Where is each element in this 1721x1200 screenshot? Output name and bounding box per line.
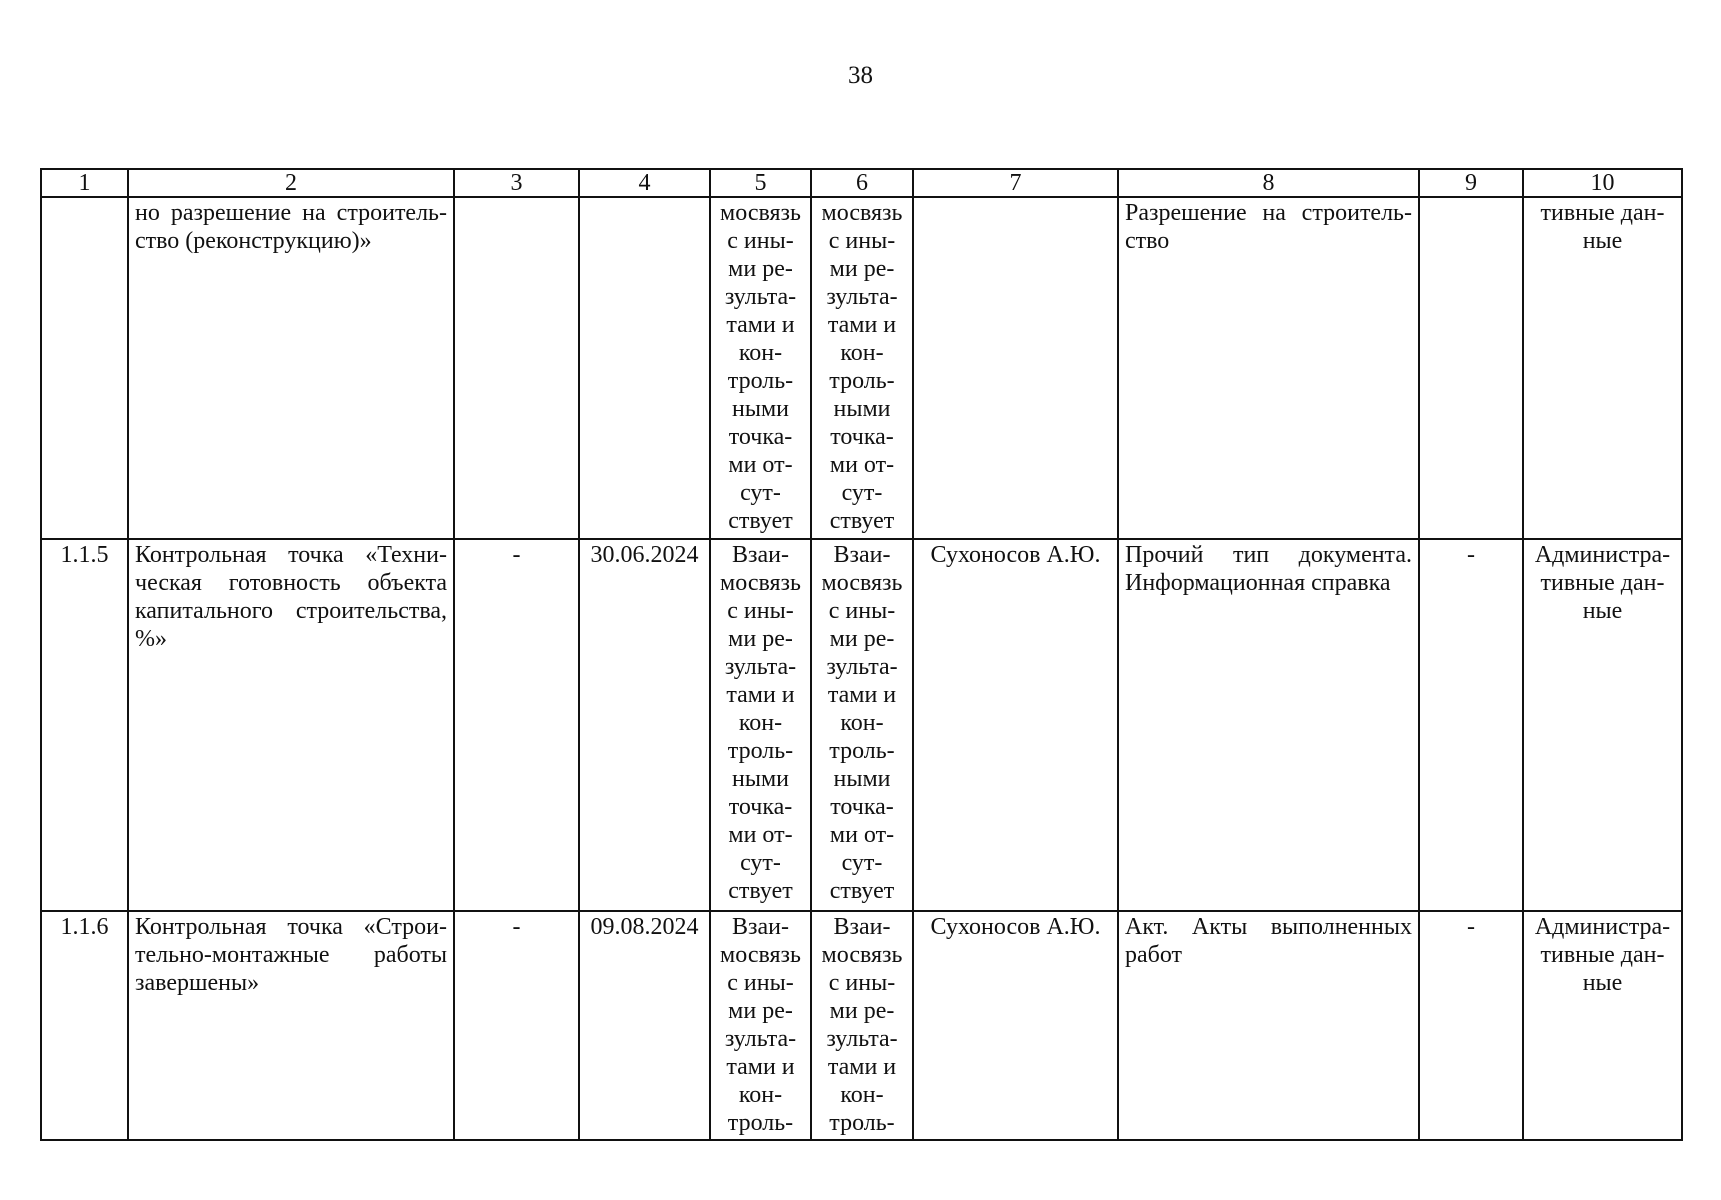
relation-cell [710,539,811,911]
table-row [41,539,1682,911]
document-type-cell: Акт. Акты выполненных работ [1118,911,1419,1140]
cell-line: ными [732,396,789,422]
cell-line: ствует [829,878,895,904]
cell-line: мосвязь [720,200,801,226]
cell-line: ные [1582,598,1623,624]
cell-col3: - [454,911,579,1140]
relation-cell [710,911,811,1140]
cell-line: с ины- [727,598,794,624]
data-source-cell [1523,539,1682,911]
cell-line: троль- [829,738,895,764]
cell-line: тивные дан- [1540,942,1665,968]
cell-line: троль- [829,1110,895,1136]
cell-line: кон- [738,710,783,736]
cell-line: Администра- [1534,914,1671,940]
cell-line: ми ре- [829,256,895,282]
cell-line: Взаи- [732,542,789,568]
cell-line: с ины- [828,598,896,624]
report-table [40,168,1683,1141]
header-cell: 9 [1419,169,1523,197]
header-cell: 7 [913,169,1118,197]
cell-line: ные [1582,228,1623,254]
cell-line: Администра- [1534,542,1671,568]
cell-line: ми ре- [728,626,793,652]
cell-line: ствует [829,508,895,534]
cell-line: Взаи- [833,914,891,940]
header-cell: 4 [579,169,710,197]
cell-line: с ины- [828,228,896,254]
cell-line: зульта- [724,284,797,310]
document-type-cell: Разрешение на строитель-ство [1118,197,1419,539]
cell-line: сут- [841,480,883,506]
cell-line: с ины- [727,970,794,996]
cell-line: тами и [827,682,897,708]
cell-line: мосвязь [720,942,801,968]
cell-line: ми ре- [829,998,895,1024]
header-cell: 3 [454,169,579,197]
cell-line: тами и [827,312,897,338]
cell-line: зульта- [724,1026,797,1052]
cell-line: ми ре- [829,626,895,652]
cell-line: мосвязь [821,570,903,596]
cell-line: точка- [830,794,894,820]
cell-line: кон- [738,1082,783,1108]
cell-line: зульта- [724,654,797,680]
cell-col3 [454,197,579,539]
cell-line: сут- [841,850,883,876]
cell-line: с ины- [727,228,794,254]
relation-cell [811,539,913,911]
cell-line: зульта- [826,654,898,680]
cell-col9: - [1419,539,1523,911]
cell-line: ми от- [829,452,895,478]
page-number: 38 [848,62,873,89]
cell-line: с ины- [828,970,896,996]
cell-line: тами и [726,682,795,708]
row-number-cell: 1.1.5 [41,539,128,911]
cell-line: зульта- [826,284,898,310]
cell-line: ными [833,766,891,792]
header-cell: 6 [811,169,913,197]
cell-line: ными [732,766,789,792]
cell-line: тивные дан- [1540,200,1665,226]
cell-line: ми ре- [728,256,793,282]
cell-line: кон- [840,710,884,736]
cell-line: тами и [726,1054,795,1080]
relation-cell [811,197,913,539]
cell-line: мосвязь [821,942,903,968]
responsible-cell [913,197,1118,539]
cell-line: ми от- [829,822,895,848]
cell-line: тами и [726,312,795,338]
document-type-cell: Прочий тип документа. Информационная справка [1118,539,1419,911]
responsible-cell: Сухоносов А.Ю. [913,539,1118,911]
row-number-cell: 1.1.6 [41,911,128,1140]
cell-line: ными [833,396,891,422]
cell-col9: - [1419,911,1523,1140]
description-cell: Контрольная точка «Строи-тельно-монтажные работы завершены» [128,911,454,1140]
relation-cell [811,911,913,1140]
responsible-cell: Сухоносов А.Ю. [913,911,1118,1140]
cell-col3: - [454,539,579,911]
header-cell: 1 [41,169,128,197]
cell-line: троль- [727,1110,794,1136]
relation-cell [710,197,811,539]
cell-line: сут- [740,850,781,876]
cell-line: зульта- [826,1026,898,1052]
table-header-row [41,169,1682,197]
cell-line: ми от- [728,822,793,848]
date-cell [579,197,710,539]
description-cell: но разрешение на строитель-ство (реконструкцию)» [128,197,454,539]
header-cell: 2 [128,169,454,197]
date-cell: 30.06.2024 [579,539,710,911]
cell-line: тивные дан- [1540,570,1665,596]
cell-line: ные [1582,970,1623,996]
cell-line: мосвязь [720,570,801,596]
cell-line: кон- [840,1082,884,1108]
description-cell: Контрольная точка «Техни-ческая готовность объекта капитального строительства, %» [128,539,454,911]
cell-line: точка- [728,424,793,450]
cell-line: точка- [728,794,793,820]
cell-line: Взаи- [833,542,891,568]
cell-line: троль- [727,738,794,764]
cell-line: ми от- [728,452,793,478]
date-cell: 09.08.2024 [579,911,710,1140]
header-cell: 5 [710,169,811,197]
header-cell: 8 [1118,169,1419,197]
cell-line: Взаи- [732,914,789,940]
cell-line: кон- [840,340,884,366]
data-source-cell [1523,911,1682,1140]
header-cell: 10 [1523,169,1682,197]
table-row [41,197,1682,539]
table-row [41,911,1682,1140]
cell-line: тами и [827,1054,897,1080]
cell-line: троль- [727,368,794,394]
row-number-cell [41,197,128,539]
cell-line: троль- [829,368,895,394]
cell-line: ствует [728,878,793,904]
cell-line: сут- [740,480,781,506]
data-source-cell [1523,197,1682,539]
cell-line: мосвязь [821,200,903,226]
cell-line: ми ре- [728,998,793,1024]
cell-line: ствует [728,508,793,534]
cell-col9 [1419,197,1523,539]
cell-line: точка- [830,424,894,450]
cell-line: кон- [738,340,783,366]
